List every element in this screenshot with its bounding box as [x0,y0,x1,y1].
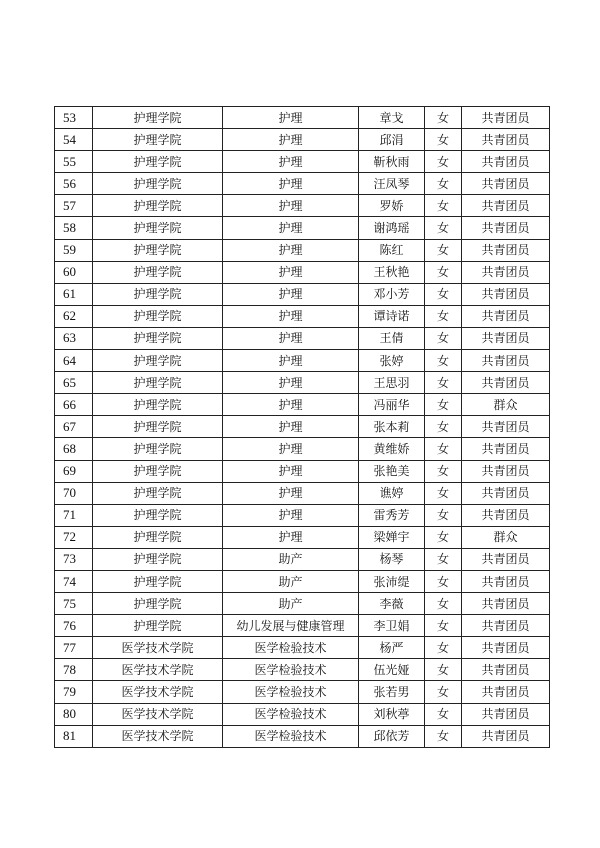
major-cell: 护理 [223,327,359,349]
major-cell: 护理 [223,129,359,151]
gender-cell: 女 [425,107,462,129]
college-cell: 护理学院 [93,283,223,305]
college-cell: 护理学院 [93,261,223,283]
table-row [55,637,550,659]
political-status-cell: 共青团员 [462,637,550,659]
name-cell: 章戈 [359,107,425,129]
table-row [55,482,550,504]
name-cell: 梁婵宇 [359,526,425,548]
row-number: 60 [55,261,93,283]
college-cell: 医学技术学院 [93,703,223,725]
college-cell: 医学技术学院 [93,659,223,681]
row-number: 59 [55,239,93,261]
college-cell: 护理学院 [93,350,223,372]
gender-cell: 女 [425,173,462,195]
table-row [55,460,550,482]
major-cell: 护理 [223,526,359,548]
political-status-cell: 共青团员 [462,151,550,173]
college-cell: 护理学院 [93,416,223,438]
table-row [55,615,550,637]
row-number: 71 [55,504,93,526]
row-number: 70 [55,482,93,504]
major-cell: 医学检验技术 [223,681,359,703]
name-cell: 谯婷 [359,482,425,504]
gender-cell: 女 [425,681,462,703]
college-cell: 护理学院 [93,129,223,151]
major-cell: 护理 [223,107,359,129]
gender-cell: 女 [425,327,462,349]
table-row [55,548,550,570]
row-number: 67 [55,416,93,438]
major-cell: 助产 [223,593,359,615]
major-cell: 护理 [223,239,359,261]
political-status-cell: 共青团员 [462,438,550,460]
row-number: 64 [55,350,93,372]
gender-cell: 女 [425,482,462,504]
gender-cell: 女 [425,460,462,482]
table-row [55,173,550,195]
major-cell: 助产 [223,570,359,592]
student-list-table [54,106,550,748]
name-cell: 罗娇 [359,195,425,217]
college-cell: 护理学院 [93,195,223,217]
name-cell: 邱依芳 [359,725,425,747]
gender-cell: 女 [425,261,462,283]
gender-cell: 女 [425,504,462,526]
name-cell: 张沛缇 [359,570,425,592]
major-cell: 医学检验技术 [223,637,359,659]
name-cell: 冯丽华 [359,394,425,416]
row-number: 77 [55,637,93,659]
row-number: 73 [55,548,93,570]
college-cell: 护理学院 [93,460,223,482]
gender-cell: 女 [425,637,462,659]
college-cell: 护理学院 [93,107,223,129]
college-cell: 护理学院 [93,394,223,416]
political-status-cell: 共青团员 [462,305,550,327]
major-cell: 护理 [223,261,359,283]
political-status-cell: 共青团员 [462,239,550,261]
major-cell: 护理 [223,305,359,327]
political-status-cell: 共青团员 [462,725,550,747]
name-cell: 伍光娅 [359,659,425,681]
table-row [55,394,550,416]
name-cell: 王秋艳 [359,261,425,283]
row-number: 79 [55,681,93,703]
major-cell: 护理 [223,438,359,460]
name-cell: 张婷 [359,350,425,372]
table-row [55,151,550,173]
table-body [55,107,550,748]
college-cell: 护理学院 [93,593,223,615]
college-cell: 护理学院 [93,173,223,195]
table-row [55,659,550,681]
table-row [55,327,550,349]
major-cell: 医学检验技术 [223,725,359,747]
political-status-cell: 共青团员 [462,504,550,526]
name-cell: 邓小芳 [359,283,425,305]
college-cell: 护理学院 [93,482,223,504]
gender-cell: 女 [425,615,462,637]
college-cell: 医学技术学院 [93,681,223,703]
table-row [55,350,550,372]
gender-cell: 女 [425,350,462,372]
row-number: 72 [55,526,93,548]
college-cell: 护理学院 [93,372,223,394]
gender-cell: 女 [425,283,462,305]
table-row [55,261,550,283]
table-row [55,305,550,327]
gender-cell: 女 [425,372,462,394]
college-cell: 护理学院 [93,570,223,592]
gender-cell: 女 [425,239,462,261]
major-cell: 护理 [223,460,359,482]
college-cell: 护理学院 [93,548,223,570]
major-cell: 护理 [223,151,359,173]
name-cell: 杨琴 [359,548,425,570]
table-row [55,526,550,548]
major-cell: 医学检验技术 [223,703,359,725]
name-cell: 谭诗诺 [359,305,425,327]
major-cell: 护理 [223,394,359,416]
gender-cell: 女 [425,725,462,747]
table-row [55,416,550,438]
row-number: 65 [55,372,93,394]
political-status-cell: 共青团员 [462,482,550,504]
major-cell: 护理 [223,217,359,239]
name-cell: 邱涓 [359,129,425,151]
row-number: 66 [55,394,93,416]
table-row [55,570,550,592]
gender-cell: 女 [425,195,462,217]
college-cell: 护理学院 [93,615,223,637]
college-cell: 医学技术学院 [93,725,223,747]
name-cell: 靳秋雨 [359,151,425,173]
table-row [55,217,550,239]
major-cell: 护理 [223,482,359,504]
political-status-cell: 共青团员 [462,283,550,305]
name-cell: 刘秋葶 [359,703,425,725]
name-cell: 李薇 [359,593,425,615]
political-status-cell: 共青团员 [462,681,550,703]
row-number: 57 [55,195,93,217]
college-cell: 护理学院 [93,239,223,261]
political-status-cell: 共青团员 [462,173,550,195]
college-cell: 医学技术学院 [93,637,223,659]
row-number: 75 [55,593,93,615]
row-number: 81 [55,725,93,747]
gender-cell: 女 [425,548,462,570]
political-status-cell: 共青团员 [462,615,550,637]
name-cell: 王思羽 [359,372,425,394]
college-cell: 护理学院 [93,217,223,239]
college-cell: 护理学院 [93,526,223,548]
political-status-cell: 共青团员 [462,570,550,592]
table-row [55,593,550,615]
political-status-cell: 共青团员 [462,129,550,151]
political-status-cell: 共青团员 [462,372,550,394]
name-cell: 黄维娇 [359,438,425,460]
major-cell: 护理 [223,195,359,217]
table-row [55,129,550,151]
name-cell: 张若男 [359,681,425,703]
college-cell: 护理学院 [93,151,223,173]
row-number: 63 [55,327,93,349]
political-status-cell: 共青团员 [462,703,550,725]
major-cell: 医学检验技术 [223,659,359,681]
political-status-cell: 群众 [462,526,550,548]
political-status-cell: 共青团员 [462,593,550,615]
table-row [55,107,550,129]
row-number: 61 [55,283,93,305]
political-status-cell: 共青团员 [462,416,550,438]
major-cell: 护理 [223,372,359,394]
major-cell: 助产 [223,548,359,570]
name-cell: 谢鸿瑶 [359,217,425,239]
table-row [55,703,550,725]
political-status-cell: 群众 [462,394,550,416]
row-number: 80 [55,703,93,725]
name-cell: 张艳美 [359,460,425,482]
table-row [55,283,550,305]
table-row [55,725,550,747]
gender-cell: 女 [425,438,462,460]
name-cell: 李卫娟 [359,615,425,637]
table-row [55,681,550,703]
row-number: 55 [55,151,93,173]
political-status-cell: 共青团员 [462,107,550,129]
name-cell: 陈红 [359,239,425,261]
major-cell: 护理 [223,350,359,372]
gender-cell: 女 [425,570,462,592]
gender-cell: 女 [425,659,462,681]
row-number: 74 [55,570,93,592]
table-row [55,438,550,460]
row-number: 54 [55,129,93,151]
row-number: 53 [55,107,93,129]
college-cell: 护理学院 [93,438,223,460]
major-cell: 护理 [223,416,359,438]
gender-cell: 女 [425,305,462,327]
major-cell: 护理 [223,283,359,305]
name-cell: 王倩 [359,327,425,349]
major-cell: 幼儿发展与健康管理 [223,615,359,637]
political-status-cell: 共青团员 [462,460,550,482]
political-status-cell: 共青团员 [462,195,550,217]
gender-cell: 女 [425,217,462,239]
college-cell: 护理学院 [93,305,223,327]
row-number: 62 [55,305,93,327]
row-number: 76 [55,615,93,637]
political-status-cell: 共青团员 [462,217,550,239]
college-cell: 护理学院 [93,504,223,526]
gender-cell: 女 [425,416,462,438]
row-number: 56 [55,173,93,195]
row-number: 78 [55,659,93,681]
political-status-cell: 共青团员 [462,327,550,349]
gender-cell: 女 [425,394,462,416]
gender-cell: 女 [425,129,462,151]
political-status-cell: 共青团员 [462,548,550,570]
row-number: 68 [55,438,93,460]
row-number: 69 [55,460,93,482]
gender-cell: 女 [425,593,462,615]
table-row [55,239,550,261]
table-row [55,372,550,394]
political-status-cell: 共青团员 [462,350,550,372]
name-cell: 张本莉 [359,416,425,438]
name-cell: 汪凤琴 [359,173,425,195]
political-status-cell: 共青团员 [462,261,550,283]
political-status-cell: 共青团员 [462,659,550,681]
gender-cell: 女 [425,526,462,548]
gender-cell: 女 [425,151,462,173]
gender-cell: 女 [425,703,462,725]
major-cell: 护理 [223,504,359,526]
name-cell: 雷秀芳 [359,504,425,526]
row-number: 58 [55,217,93,239]
table-row [55,195,550,217]
major-cell: 护理 [223,173,359,195]
college-cell: 护理学院 [93,327,223,349]
table-row [55,504,550,526]
name-cell: 杨严 [359,637,425,659]
